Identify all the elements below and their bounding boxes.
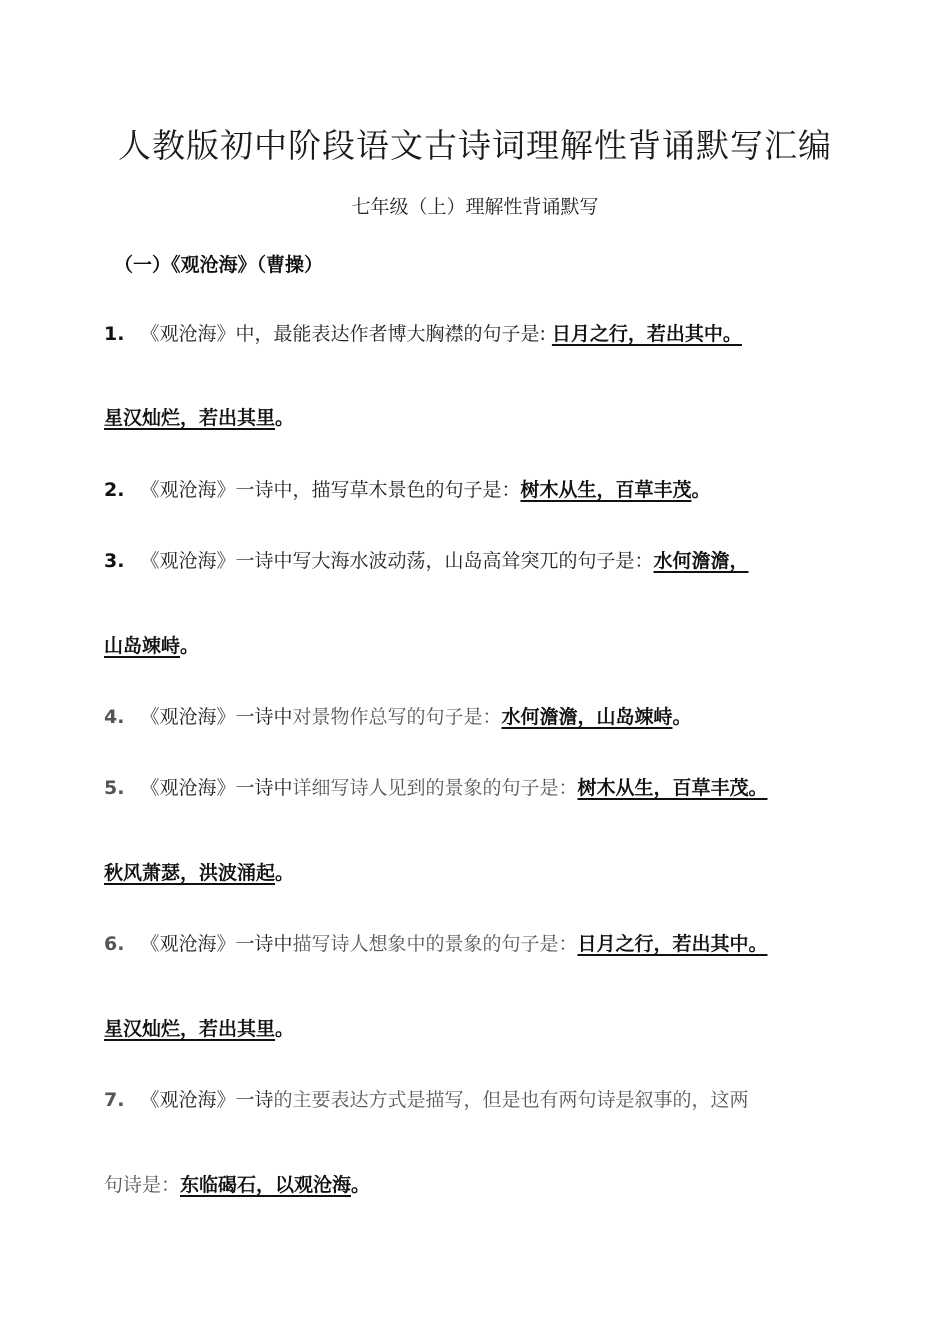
item-3-line-1: [104, 547, 748, 575]
item-number: 6.: [104, 933, 125, 955]
question-text: 《观沧海》一诗中: [140, 933, 293, 955]
sentence-end: 。: [275, 407, 295, 429]
item-7-line-1: [104, 1086, 748, 1114]
item-number: 7.: [104, 1089, 125, 1111]
question-text-detail: 详细写诗人见到的景象的句子是：: [292, 777, 578, 799]
question-text: 《观沧海》中，最能表达作者博大胸襟的句子是:: [140, 323, 552, 345]
question-text-detail: 的主要表达方式是描写，但是也有两句诗是叙事的，这两: [273, 1089, 749, 1111]
item-4-line-1: [104, 703, 692, 731]
question-text: 《观沧海》一诗中: [140, 777, 293, 799]
item-number: 3.: [104, 550, 125, 572]
item-number: 5.: [104, 777, 125, 799]
answer-text: 树木从生，百草丰茂。: [577, 777, 768, 799]
sentence-end: 。: [180, 635, 200, 657]
sentence-end: 。: [691, 479, 711, 501]
item-6-line-2: [104, 1015, 294, 1043]
question-text-detail: 描写诗人想象中的景象的句子是：: [292, 933, 578, 955]
sentence-end: 。: [351, 1174, 371, 1196]
item-7-line-2: [104, 1171, 370, 1199]
question-text: 《观沧海》一诗中: [140, 706, 293, 728]
answer-text: 水何澹澹，: [653, 550, 749, 572]
document-title: 人教版初中阶段语文古诗词理解性背诵默写汇编: [118, 126, 832, 165]
answer-text: 水何澹澹，山岛竦峙: [501, 706, 673, 728]
answer-text: 山岛竦峙: [104, 635, 181, 657]
item-1-line-1: [104, 320, 742, 348]
answer-text: 日月之行，若出其中。: [577, 933, 768, 955]
sentence-end: 。: [275, 1018, 295, 1040]
item-3-line-2: [104, 632, 199, 660]
item-6-line-1: [104, 930, 768, 958]
item-5-line-2: [104, 859, 294, 887]
document-subtitle: 七年级（上）理解性背诵默写: [351, 196, 599, 218]
sentence-end: 。: [672, 706, 692, 728]
answer-text: 星汉灿烂，若出其里: [104, 1018, 276, 1040]
question-text: 《观沧海》一诗中，描写草木景色的句子是：: [140, 479, 521, 501]
item-number: 4.: [104, 706, 125, 728]
answer-text: 星汉灿烂，若出其里: [104, 407, 276, 429]
answer-text: 树木从生，百草丰茂: [520, 479, 692, 501]
question-text-continued: 句诗是：: [104, 1174, 181, 1196]
item-2-line-1: [104, 476, 711, 504]
answer-text: 东临碣石，以观沧海: [180, 1174, 352, 1196]
question-text: 《观沧海》一诗中写大海水波动荡，山岛高耸突兀的句子是：: [140, 550, 654, 572]
item-1-line-2: [104, 404, 294, 432]
question-text: 《观沧海》一诗: [140, 1089, 274, 1111]
section-heading: （一）《观沧海》（曹操）: [114, 254, 324, 276]
answer-text: 秋风萧瑟，洪波涌起: [104, 862, 276, 884]
item-5-line-1: [104, 774, 768, 802]
sentence-end: 。: [275, 862, 295, 884]
item-number: 1.: [104, 323, 125, 345]
question-text-detail: 对景物作总写的句子是：: [292, 706, 502, 728]
answer-text: 日月之行，若出其中。: [551, 323, 742, 345]
item-number: 2.: [104, 479, 125, 501]
